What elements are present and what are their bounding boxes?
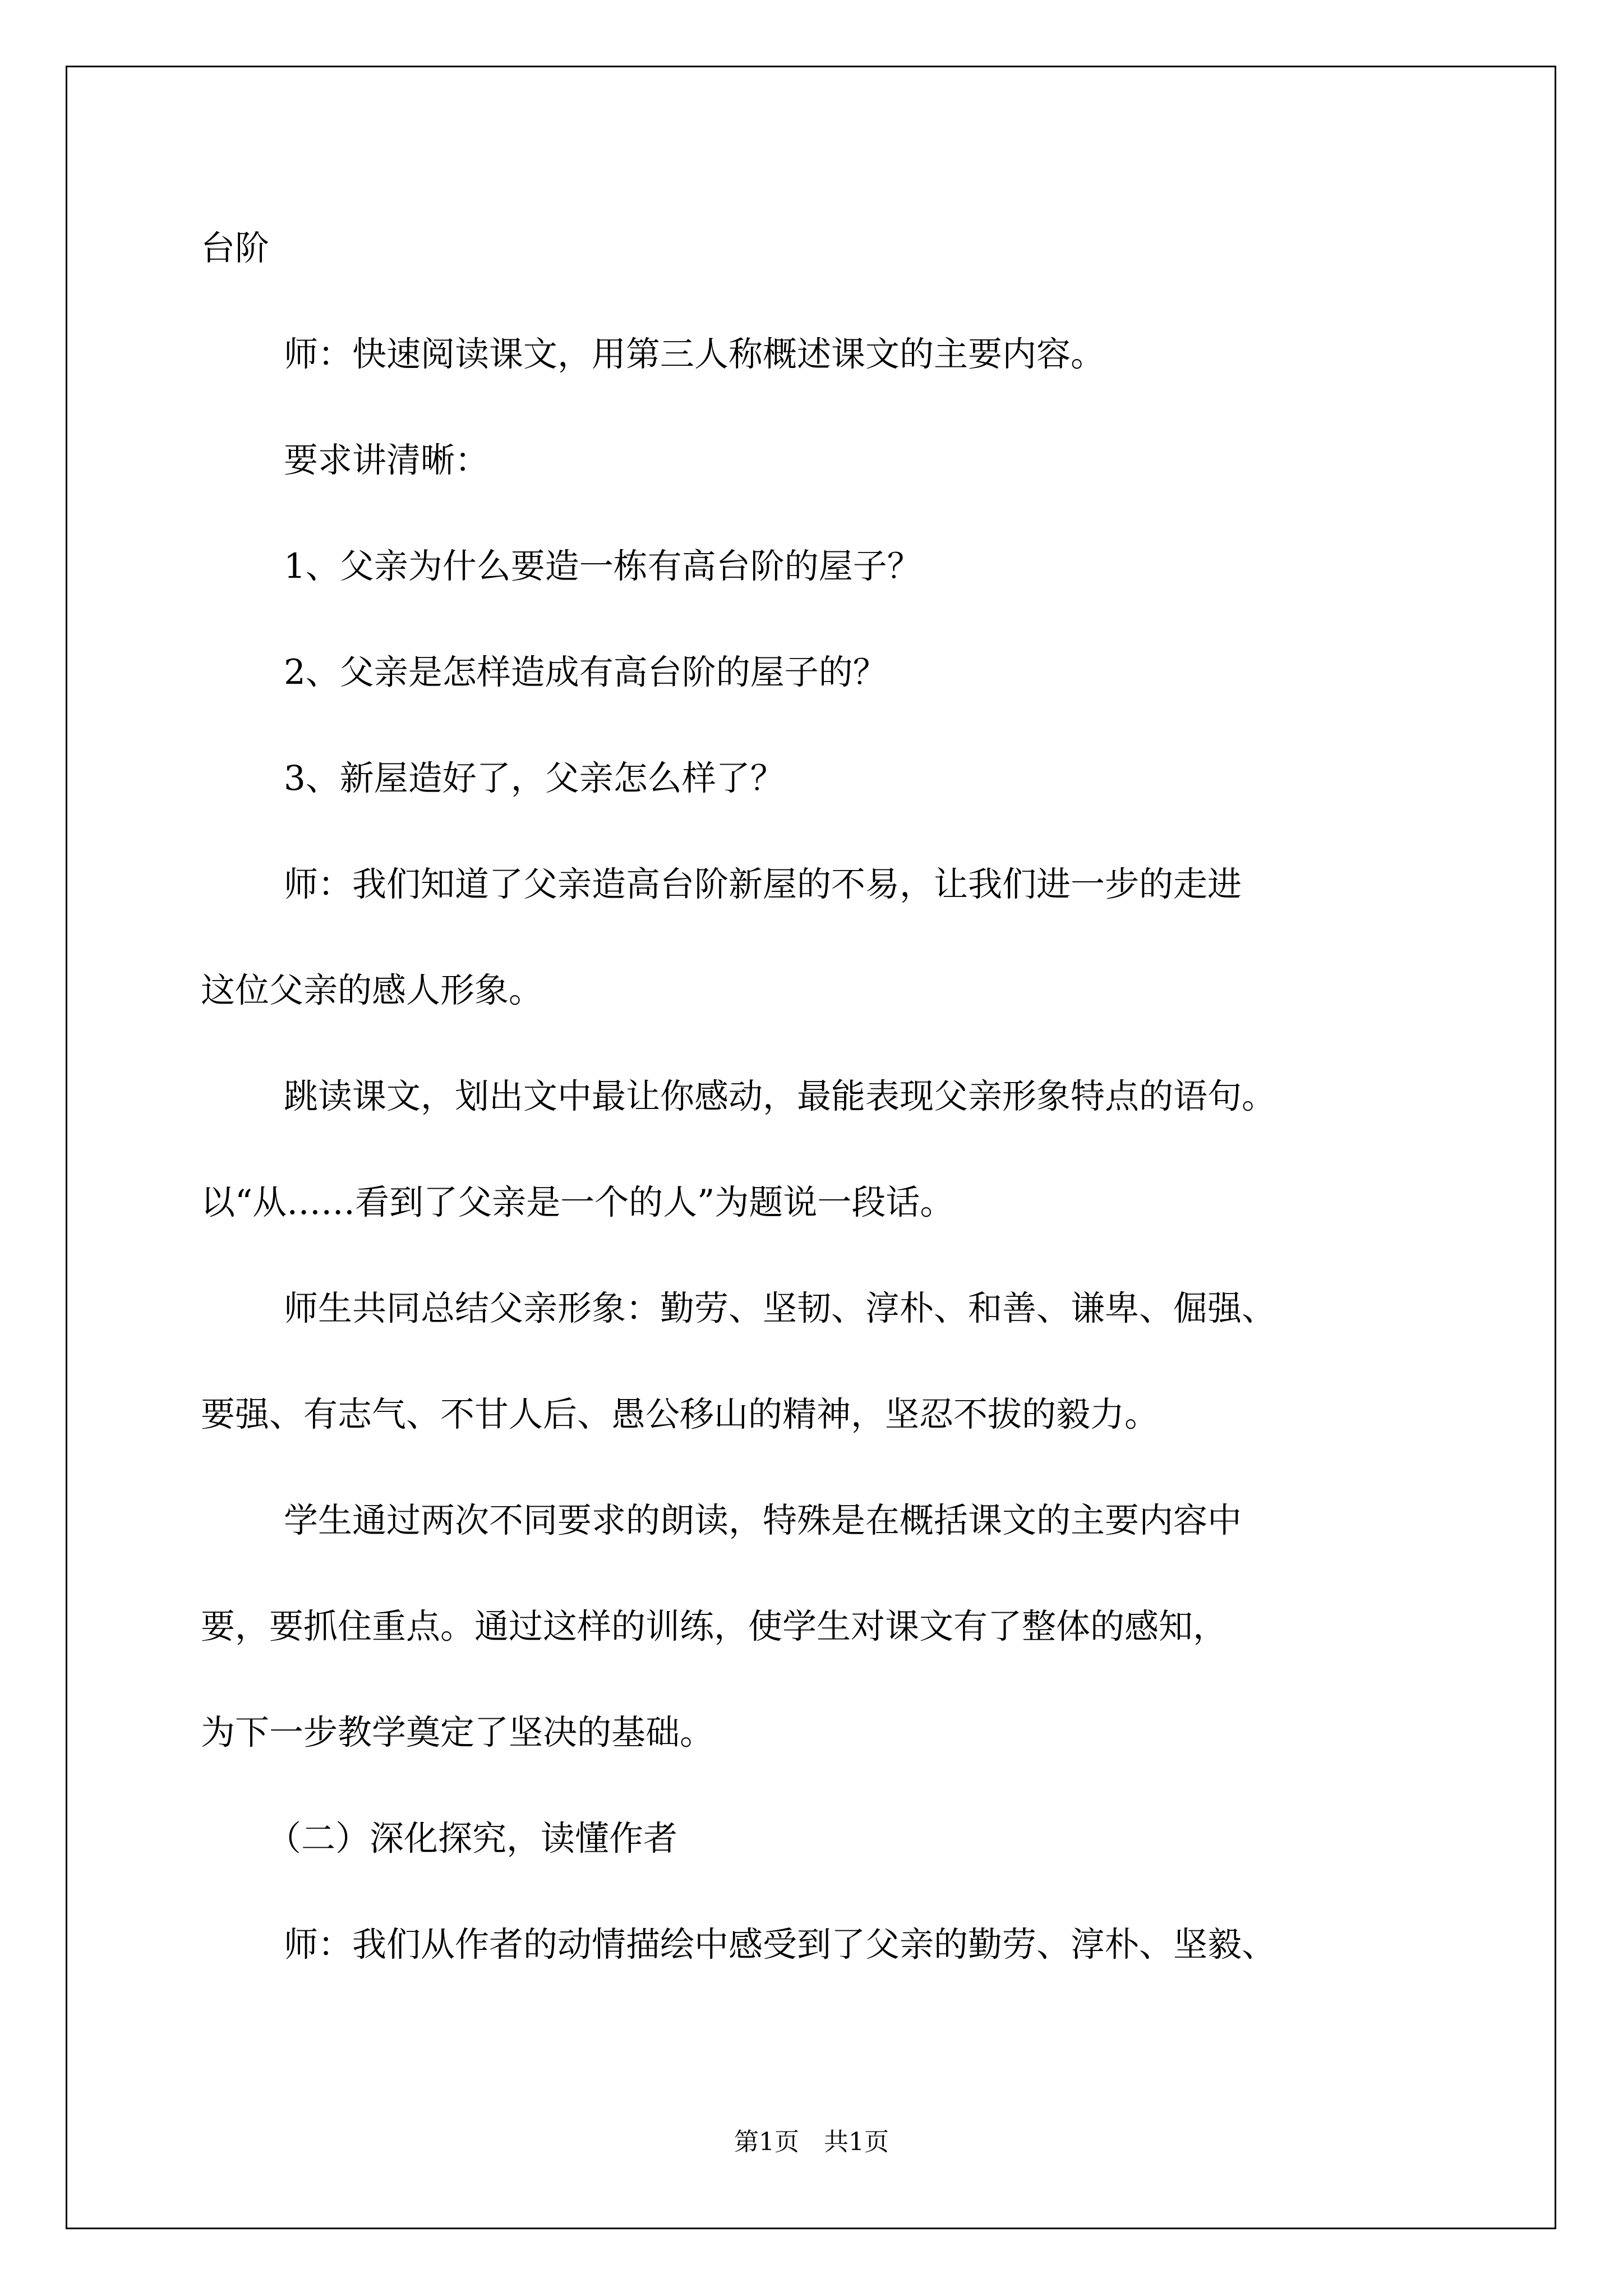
paragraph-line: 要，要抓住重点。通过这样的训练，使学生对课文有了整体的感知， bbox=[201, 1607, 1228, 1646]
paragraph-line: 要求讲清晰： bbox=[284, 440, 490, 480]
paragraph-line: 为下一步教学奠定了坚决的基础。 bbox=[201, 1713, 714, 1752]
paragraph-line: 跳读课文，划出文中最让你感动，最能表现父亲形象特点的语句。 bbox=[284, 1076, 1276, 1116]
paragraph-line: 师生共同总结父亲形象：勤劳、坚韧、淳朴、和善、谦卑、倔强、 bbox=[284, 1289, 1276, 1328]
document-heading: 台阶 bbox=[201, 228, 270, 268]
paragraph-line: 以“从……看到了父亲是一个的人”为题说一段话。 bbox=[201, 1182, 955, 1222]
list-item: 2、父亲是怎样造成有高台阶的屋子的？ bbox=[284, 652, 887, 692]
paragraph-line: 师：我们知道了父亲造高台阶新屋的不易，让我们进一步的走进 bbox=[284, 864, 1242, 904]
list-item: 1、父亲为什么要造一栋有高台阶的屋子？ bbox=[284, 546, 921, 586]
page-footer: 第1页 共1页 bbox=[734, 2128, 889, 2156]
paragraph-line: 师：快速阅读课文，用第三人称概述课文的主要内容。 bbox=[284, 334, 1105, 374]
paragraph-line: 这位父亲的感人形象。 bbox=[201, 970, 543, 1010]
page-border bbox=[66, 66, 1556, 2229]
list-item: 3、新屋造好了，父亲怎么样了？ bbox=[284, 758, 785, 798]
paragraph-line: 学生通过两次不同要求的朗读，特殊是在概括课文的主要内容中 bbox=[284, 1501, 1242, 1540]
section-heading: （二）深化探究，读懂作者 bbox=[267, 1819, 678, 1858]
paragraph-line: 师：我们从作者的动情描绘中感受到了父亲的勤劳、淳朴、坚毅、 bbox=[284, 1925, 1276, 1964]
paragraph-line: 要强、有志气、不甘人后、愚公移山的精神，坚忍不拔的毅力。 bbox=[201, 1395, 1159, 1434]
